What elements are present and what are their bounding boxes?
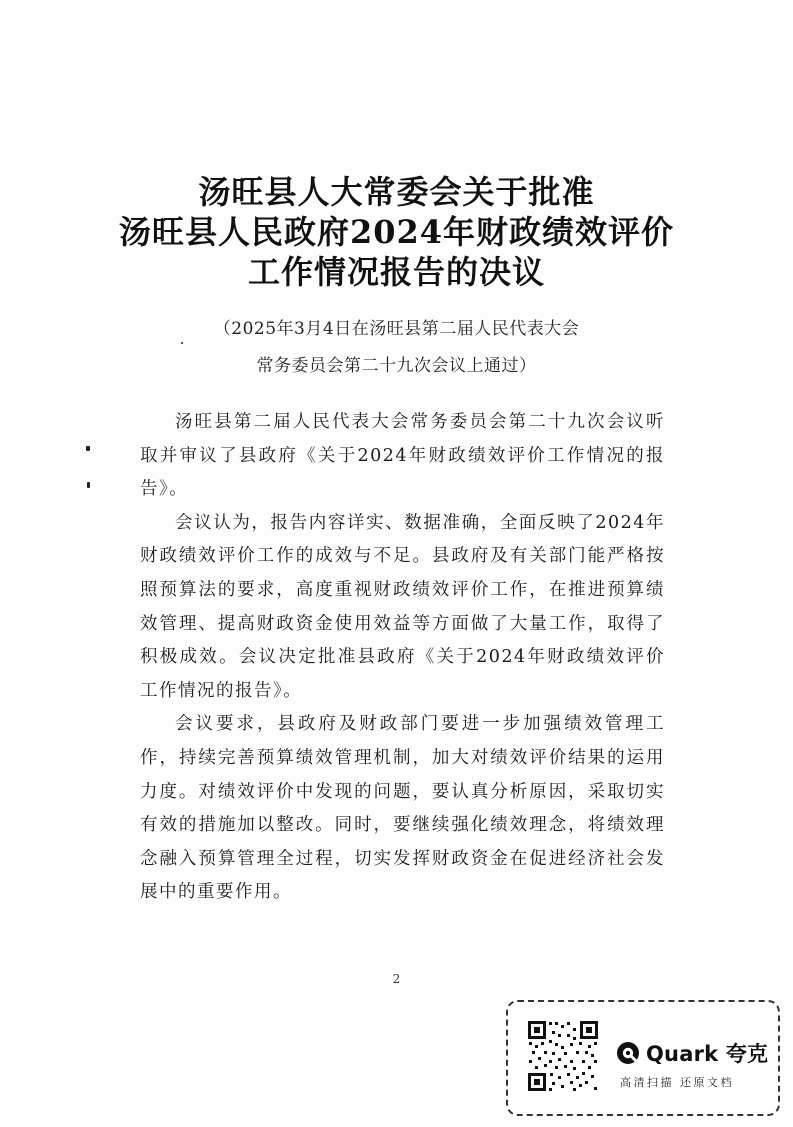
scan-speck (86, 446, 90, 451)
paragraph-2: 会议认为，报告内容详实、数据准确，全面反映了2024年财政绩效评价工作的成效与不足。县政府及有关部门能严格按照预算法的要求，高度重视财政绩效评价工作，在推进预算绩效管理、提高财政资金使用效益等方面做了大量工作，取得了积极成效。会议决定批准县政府《关于2024年财政绩效评价工作情况的报告》。 (140, 512, 665, 701)
scan-speck (87, 482, 90, 488)
brand-tagline: 高清扫描 还原文档 (620, 1076, 734, 1089)
subtitle-line-1: （2025年3月4日在汤旺县第二届人民代表大会 (213, 319, 580, 339)
paragraph-1: 汤旺县第二届人民代表大会常务委员会第二十九次会议听取并审议了县政府《关于2024年财政绩效评价工作情况的报告》。 (140, 412, 665, 500)
paragraph-3: 会议要求，县政府及财政部门要进一步加强绩效管理工作，持续完善预算绩效管理机制，加大对绩效评价结果的运用力度。对绩效评价中发现的问题，要认真分析原因，采取切实有效的措施加以整改。同时，要继续强化绩效理念，将绩效理念融入预算管理全过程，切实发挥财政资金在促进经济社会发展中的重要作用。 (140, 714, 665, 903)
title-line-2: 汤旺县人民政府2024年财政绩效评价 (118, 213, 675, 251)
title-line-3: 工作情况报告的决议 (247, 253, 545, 291)
subtitle-line-2: 常务委员会第二十九次会议上通过） (256, 356, 537, 376)
quark-brand (616, 1038, 768, 1068)
quark-logo-icon (616, 1041, 640, 1065)
title-line-1: 汤旺县人大常委会关于批准 (198, 173, 595, 211)
qr-code-icon (527, 1020, 599, 1092)
page-number: 2 (392, 972, 401, 986)
scan-speck (181, 342, 183, 344)
brand-name: Quark 夸克 (646, 1042, 769, 1066)
quark-watermark-badge (506, 1000, 780, 1116)
document-body (140, 406, 665, 910)
